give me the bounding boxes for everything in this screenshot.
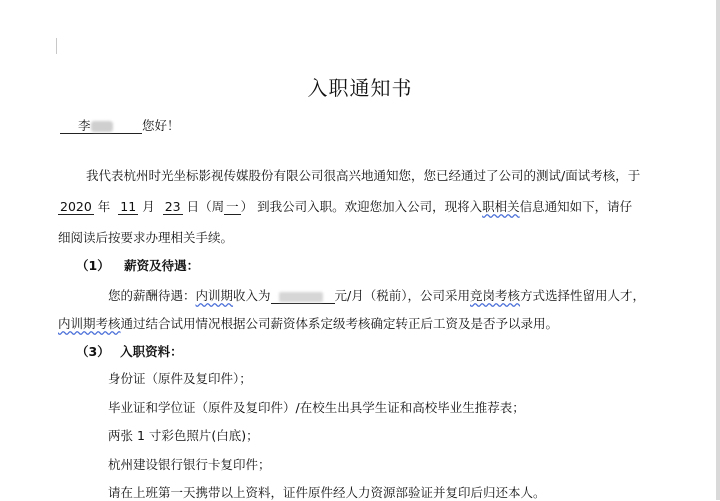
material-item: 毕业证和学位证（原件及复印件）/在校生出具学生证和高校毕业生推荐表；: [108, 400, 525, 415]
section-3-label: 入职资料：: [120, 344, 183, 359]
intro-line-3: 细阅读后按要求办理相关手续。: [58, 230, 234, 245]
material-item: 请在上班第一天携带以上资料，证件原件经人力资源部验证并复印后归还本人。: [108, 485, 546, 500]
start-weekday: 一: [226, 199, 239, 214]
intro-line-2: [58, 197, 632, 215]
salary-flagged-3: 内训期考核: [58, 316, 121, 331]
greeting-line: [60, 116, 180, 134]
material-item: 身份证（原件及复印件）；: [108, 371, 252, 386]
intro-line-1: 我代表杭州时光坐标影视传媒股份有限公司很高兴地通知您，您已经通过了公司的测试/面试考核，于: [86, 168, 641, 183]
start-year: 2020: [60, 199, 92, 214]
weekday-close: ）: [240, 199, 254, 214]
intro-line-2-text-b: 信息通知如下，请仔: [519, 199, 633, 214]
salary-line-1: [108, 286, 645, 304]
year-label: 年: [97, 199, 111, 214]
start-month: 11: [120, 199, 137, 214]
start-day: 23: [164, 199, 181, 214]
page-corner-mark: [56, 38, 57, 54]
salary-text-a: 您的薪酬待遇：: [108, 288, 196, 303]
section-1-number: （1）: [76, 258, 110, 273]
salary-line-2: [58, 314, 558, 332]
recipient-name-field: [60, 119, 142, 134]
month-label: 月: [142, 199, 155, 214]
salary-text-b: 收入为: [233, 288, 271, 303]
material-item: 两张 1 寸彩色照片(白底)；: [108, 428, 259, 443]
greeting-suffix: 您好！: [142, 118, 180, 133]
redacted-name: [91, 121, 113, 132]
material-item: 杭州建设银行银行卡复印件；: [108, 457, 271, 472]
salary-amount-field: [271, 289, 335, 304]
salary-flagged-1: 内训期: [195, 288, 234, 303]
section-1-heading: [76, 256, 199, 274]
salary-line-2-text: 通过结合试用情况根据公司薪资体系定级考核确定转正后工资及是否予以录用。: [120, 316, 559, 331]
document-title: 入职通知书: [307, 76, 413, 100]
day-label: 日: [186, 199, 200, 214]
salary-text-c: 元/月（税前），公司采用: [334, 288, 471, 303]
intro-line-2-text-a: 到我公司入职。欢迎您加入公司，现将入: [257, 199, 483, 214]
salary-flagged-2: 竞岗考核: [470, 288, 521, 303]
recipient-name: 李: [78, 118, 91, 133]
redacted-salary: [279, 292, 323, 302]
section-3-number: （3）: [76, 344, 110, 359]
weekday-open: （周: [199, 199, 225, 214]
salary-text-d: 方式选择性留用人才，: [520, 288, 646, 303]
intro-line-2-flagged: 职相关: [482, 199, 520, 214]
section-3-heading: [76, 342, 183, 360]
section-1-label: 薪资及待遇：: [124, 258, 200, 273]
